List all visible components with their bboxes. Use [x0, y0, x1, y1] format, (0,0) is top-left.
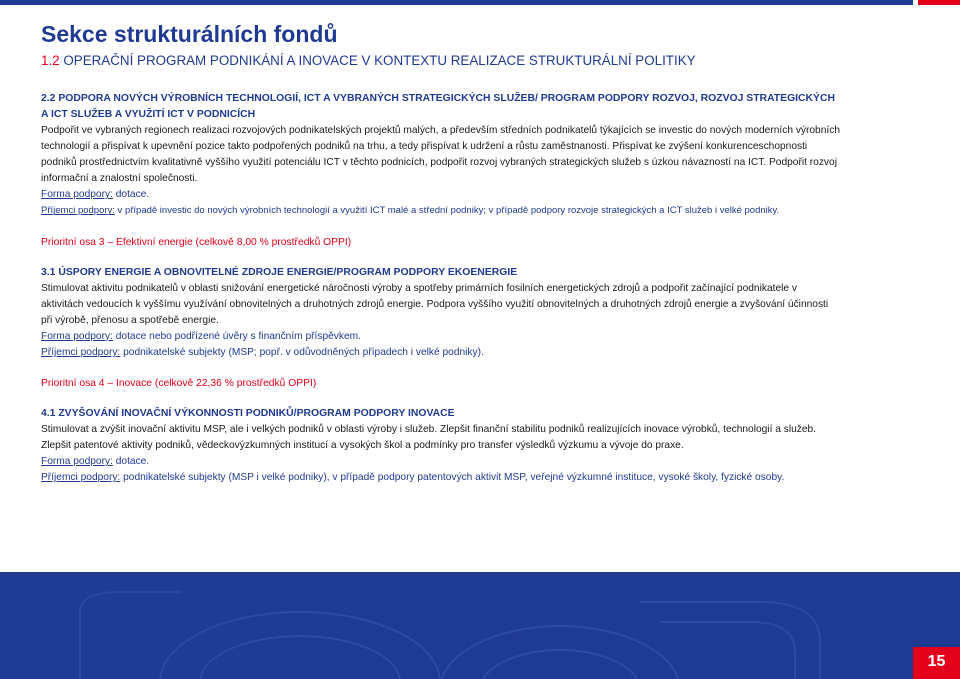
recipients-label: Příjemci podpory: [41, 346, 121, 358]
section-2-2 [41, 91, 841, 220]
section-4-1 [41, 406, 841, 486]
support-form-label: Forma podpory: [41, 456, 113, 468]
section-body: Podpořit ve vybraných regionech realizaci rozvojových podnikatelských projektů malých, a především středních podnikatelů týkajících se investic do nových moderních výrobních technologií a přispívat k upevnění pozice takto podpořených podniků na trhu, a tedy přispívat k udržení a růstu zaměstnanosti. Přispívat ke zvýšení konkurenceschopnosti podniků prostřednictvím kvalitativně vyššího využití potenciálu ICT v těchto podnicích, podpořit rozvoj vybraných strategických služeb s úzkou návazností na ICT. Podpořit rozvoj informační a znalostní společnosti. [41, 125, 840, 185]
top-rule [0, 0, 913, 5]
recipients-value: podnikatelské subjekty (MSP; popř. v odůvodněných případech i velké podniky). [120, 346, 484, 358]
page-subtitle [41, 52, 841, 70]
footer-watermark [0, 572, 960, 679]
page-number: 15 [927, 653, 946, 670]
page-content [41, 20, 841, 486]
subtitle-text: OPERAČNÍ PROGRAM PODNIKÁNÍ A INOVACE V KONTEXTU REALIZACE STRUKTURÁLNÍ POLITIKY [59, 53, 696, 68]
recipients [41, 470, 841, 486]
recipients [41, 345, 841, 361]
recipients-value: podnikatelské subjekty (MSP i velké podniky), v případě podpory patentových aktivit MSP, veřejné výzkumné instituce, vysoké školy, fyzické osoby. [120, 472, 785, 484]
recipients-label: Příjemci podpory: [41, 205, 115, 217]
priority-axis-3: Prioritní osa 3 – Efektivní energie (celkově 8,00 % prostředků OPPI) [41, 236, 352, 248]
subtitle-number: 1.2 [41, 53, 60, 68]
support-form-value: dotace nebo podřízené úvěry s finančním příspěvkem. [112, 330, 361, 342]
support-form [41, 187, 841, 203]
top-rule-accent [918, 0, 960, 5]
section-title: 3.1 ÚSPORY ENERGIE A OBNOVITELNÉ ZDROJE ENERGIE/PROGRAM PODPORY EKOENERGIE [41, 266, 518, 278]
section-body: Stimulovat a zvýšit inovační aktivitu MSP, ale i velkých podniků v oblasti výroby i služeb. Zlepšit finanční stabilitu podniků realizujících inovace výrobků, technologií a služeb. Zlepšit patentové aktivity podniků, vědeckovýzkumných institucí a vysokých škol a podmínky pro transfer výsledků výzkumu a vývoje do praxe. [41, 424, 817, 452]
section-3-1 [41, 265, 841, 361]
recipients [41, 203, 841, 219]
support-form-label: Forma podpory: [41, 330, 113, 342]
support-form [41, 454, 841, 470]
recipients-value: v případě investic do nových výrobních technologií a využití ICT malé a střední podniky; v případě podpory rozvoje strategických a ICT služeb i velké podniky. [114, 205, 780, 217]
support-form-value: dotace. [112, 189, 150, 201]
section-title: 2.2 PODPORA NOVÝCH VÝROBNÍCH TECHNOLOGIÍ, ICT A VYBRANÝCH STRATEGICKÝCH SLUŽEB/ PROGRAM PODPORY ROZVOJ, ROZVOJ STRATEGICKÝCH A ICT SLUŽEB A VYUŽITÍ ICT V PODNICÍCH [41, 93, 835, 120]
support-form [41, 329, 841, 345]
support-form-label: Forma podpory: [41, 189, 113, 201]
section-body: Stimulovat aktivitu podnikatelů v oblasti snižování energetické náročnosti výroby a spotřeby primárních fosilních energetických zdrojů a podpořit začínající podnikatele v aktivitách vedoucích k vyššímu využívání obnovitelných a druhotných zdrojů energie. Podpora vyššího využití obnovitelných a druhotných zdrojů energie a zvyšování účinnosti při výrobě, přenosu a spotřebě energie. [41, 282, 829, 326]
support-form-value: dotace. [112, 456, 150, 468]
footer-band [0, 572, 960, 679]
priority-axis-4: Prioritní osa 4 – Inovace (celkově 22,36 % prostředků OPPI) [41, 378, 317, 390]
section-title: 4.1 ZVYŠOVÁNÍ INOVAČNÍ VÝKONNOSTI PODNIKŮ/PROGRAM PODPORY INOVACE [41, 408, 455, 420]
recipients-label: Příjemci podpory: [41, 472, 121, 484]
page-title: Sekce strukturálních fondů [41, 21, 338, 47]
page-number-box [913, 647, 960, 679]
